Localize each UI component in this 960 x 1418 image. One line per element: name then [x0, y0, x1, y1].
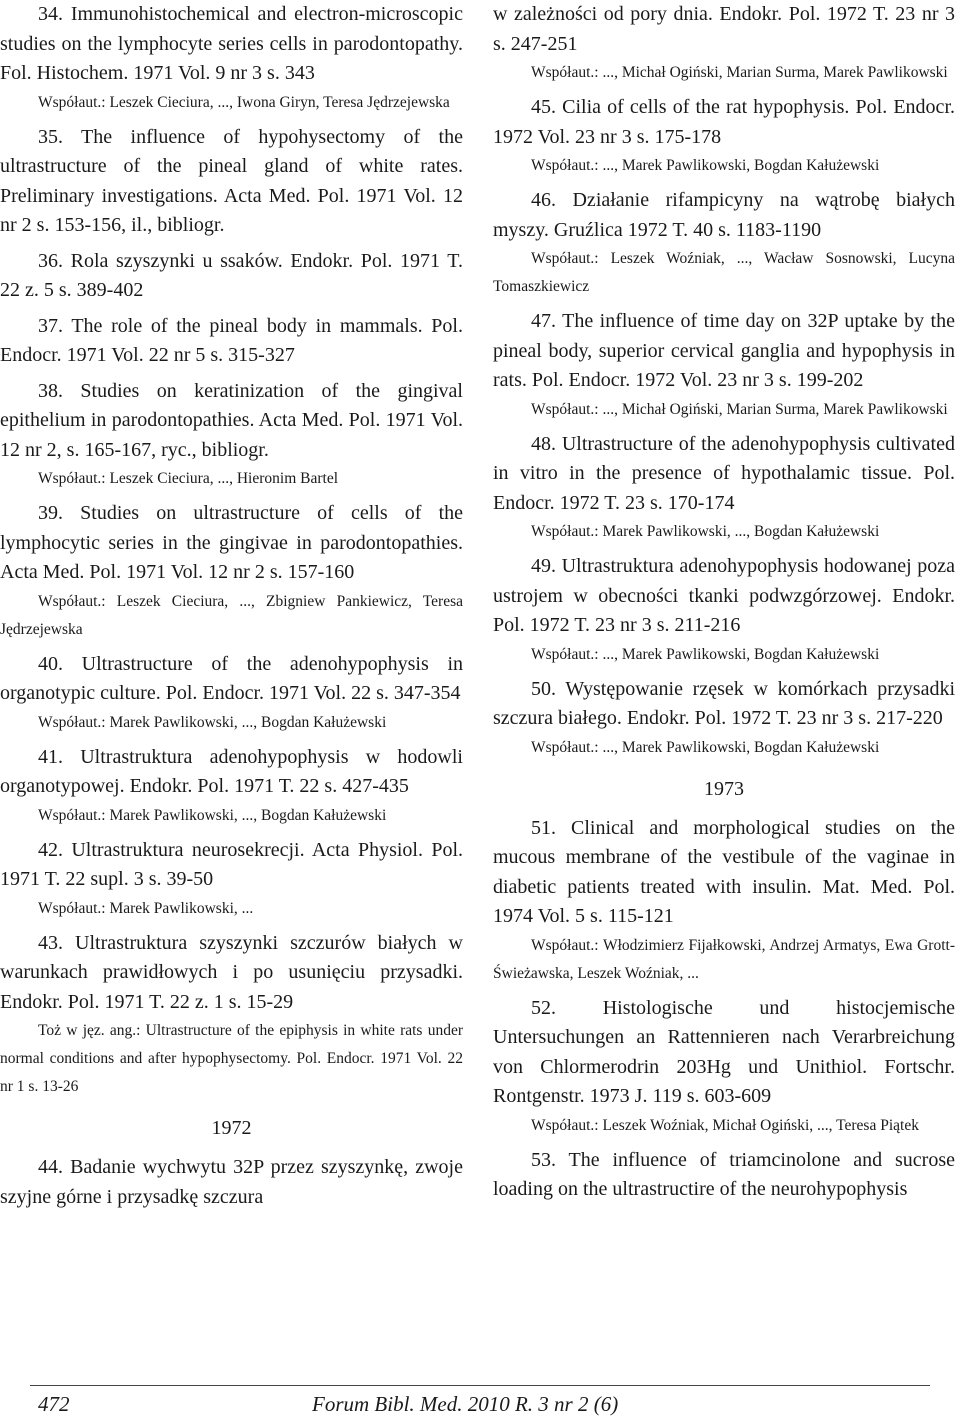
year-heading: 1972 [211, 1117, 252, 1139]
entry-coauthors: Współaut.: Leszek Woźniak, Michał Ogiński, ..., Teresa Piątek [531, 1116, 919, 1134]
entry-citation: 43. Ultrastruktura szyszynki szczurów białych w warunkach prawidłowych i po usunięciu przysadki. Endokr. Pol. 1971 T. 22 z. 1 s. 15-29 [0, 931, 463, 1013]
bibliography-entry [0, 929, 463, 1108]
bibliography-entry [493, 1146, 955, 1211]
page-number: 472 [38, 1392, 70, 1416]
entry-coauthors: Współaut.: Marek Pawlikowski, ... [38, 899, 254, 917]
bibliography-entry [0, 312, 463, 377]
footer-rule [30, 1385, 930, 1386]
bibliography-entry [0, 377, 463, 500]
entry-citation: 40. Ultrastructure of the adenohypophysis in organotypic culture. Pol. Endocr. 1971 Vol. 22 s. 347-354 [0, 652, 463, 704]
entry-coauthors: Współaut.: Leszek Woźniak, ..., Wacław Sosnowski, Lucyna Tomaszkiewicz [493, 250, 955, 295]
entry-citation: 35. The influence of hypohysectomy of the ultrastructure of the pineal gland of white rates. Preliminary investigations. Acta Med. Pol. 1971 Vol. 12 nr 2 s. 153-156, il., bibliogr. [0, 125, 463, 236]
bibliography-entry [0, 123, 463, 247]
bibliography-entry [493, 994, 955, 1146]
entry-citation: 39. Studies on ultrastructure of cells of the lymphocytic series in the gingivae in parodontopathies. Acta Med. Pol. 1971 Vol. 12 nr 2 s. 157-160 [0, 502, 463, 583]
journal-citation: Forum Bibl. Med. 2010 R. 3 nr 2 (6) [312, 1392, 619, 1416]
entry-coauthors: Współaut.: Leszek Cieciura, ..., Iwona Giryn, Teresa Jędrzejewska [38, 93, 450, 111]
entry-coauthors: Współaut.: ..., Marek Pawlikowski, Bogdan Kałużewski [531, 645, 880, 663]
bibliography-entry [493, 552, 955, 675]
bibliography-entry [0, 1153, 463, 1218]
entry-citation: 42. Ultrastruktura neurosekrecji. Acta Physiol. Pol. 1971 T. 22 supl. 3 s. 39-50 [0, 838, 463, 890]
entry-citation: 46. Działanie rifampicyny na wątrobę białych myszy. Gruźlica 1972 T. 40 s. 1183-1190 [493, 189, 955, 241]
bibliography-entry [493, 430, 955, 553]
entry-citation: w zależności od pory dnia. Endokr. Pol. 1972 T. 23 nr 3 s. 247-251 [493, 3, 955, 55]
bibliography-entry [0, 0, 463, 123]
entry-citation: 48. Ultrastructure of the adenohypophysis cultivated in vitro in the presence of hypothalamic tissue. Pol. Endocr. 1972 T. 23 s. 170-174 [493, 432, 955, 514]
entry-coauthors: Współaut.: ..., Marek Pawlikowski, Bogdan Kałużewski [531, 157, 880, 174]
left-column [0, 0, 463, 1218]
bibliography-entry [493, 814, 955, 994]
entry-coauthors: Współaut.: Marek Pawlikowski, ..., Bogdan Kałużewski [531, 523, 880, 540]
entry-coauthors: Współaut.: ..., Michał Ogiński, Marian Surma, Marek Pawlikowski [531, 64, 948, 81]
entry-coauthors: Współaut.: Leszek Cieciura, ..., Hieronim Bartel [38, 470, 339, 487]
entry-coauthors: Toż w jęz. ang.: Ultrastructure of the epiphysis in white rats under normal conditions and after hypophysectomy. Pol. Endocr. 1971 Vol. 22 nr 1 s. 13-26 [0, 1022, 463, 1095]
bibliography-entry [0, 247, 463, 312]
entry-citation: 45. Cilia of cells of the rat hypophysis. Pol. Endocr. 1972 Vol. 23 nr 3 s. 175-178 [493, 96, 955, 148]
bibliography-entry [0, 836, 463, 929]
entry-citation: 44. Badanie wychwytu 32P przez szyszynkę, zwoje szyjne górne i przysadkę szczura [0, 1156, 463, 1208]
entry-citation: 47. The influence of time day on 32P uptake by the pineal body, superior cervical ganglia and hypophysis in rats. Pol. Endocr. 1972 Vol. 23 nr 3 s. 199-202 [493, 310, 955, 391]
bibliography-entry [493, 186, 955, 307]
bibliography-entry [493, 675, 955, 768]
entry-citation: 52. Histologische und histocjemische Untersuchungen an Rattennieren nach Verarbreichung von Chlormerodrin 203Hg und Unithiol. Fortschr. Rontgenstr. 1973 J. 119 s. 603-609 [493, 996, 955, 1107]
bibliography-entry [0, 650, 463, 743]
entry-citation: 36. Rola szyszynki u ssaków. Endokr. Pol. 1971 T. 22 z. 5 s. 389-402 [0, 249, 463, 301]
entry-citation: 37. The role of the pineal body in mammals. Pol. Endocr. 1971 Vol. 22 nr 5 s. 315-327 [0, 314, 463, 366]
entry-citation: 50. Występowanie rzęsek w komórkach przysadki szczura białego. Endokr. Pol. 1972 T. 23 nr 3 s. 217-220 [493, 677, 955, 729]
bibliography-entry [0, 743, 463, 836]
entry-coauthors: Współaut.: ..., Marek Pawlikowski, Bogdan Kałużewski [531, 738, 880, 756]
entry-coauthors: Współaut.: Włodzimierz Fijałkowski, Andrzej Armatys, Ewa Grott-Świeżawska, Leszek Woźniak, ... [493, 936, 955, 982]
bibliography-entry [493, 0, 955, 93]
bibliography-entry [493, 93, 955, 186]
entry-coauthors: Współaut.: Marek Pawlikowski, ..., Bogdan Kałużewski [38, 806, 387, 824]
entry-citation: 34. Immunohistochemical and electron-microscopic studies on the lymphocyte series cells in parodontopathy. Fol. Histochem. 1971 Vol. 9 nr 3 s. 343 [0, 3, 463, 84]
bibliography-entry [0, 499, 463, 650]
entry-citation: 53. The influence of triamcinolone and sucrose loading on the ultrastructire of the neurohypophysis [493, 1148, 955, 1200]
entry-citation: 49. Ultrastruktura adenohypophysis hodowanej poza ustrojem w obecności tkanki podwzgórzowej. Endokr. Pol. 1972 T. 23 nr 3 s. 211-216 [493, 555, 955, 636]
entry-citation: 41. Ultrastruktura adenohypophysis w hodowli organotypowej. Endokr. Pol. 1971 T. 22 s. 427-435 [0, 745, 463, 797]
entry-coauthors: Współaut.: Marek Pawlikowski, ..., Bogdan Kałużewski [38, 713, 387, 731]
entry-citation: 38. Studies on keratinization of the gingival epithelium in parodontopathies. Acta Med. Pol. 1971 Vol. 12 nr 2, s. 165-167, ryc., bibliogr. [0, 379, 463, 461]
bibliography-entry [493, 307, 955, 430]
entry-coauthors: Współaut.: ..., Michał Ogiński, Marian Surma, Marek Pawlikowski [531, 400, 948, 418]
entry-citation: 51. Clinical and morphological studies on the mucous membrane of the vestibule of the vaginae in diabetic patients treated with insulin. Mat. Med. Pol. 1974 Vol. 5 s. 115-121 [493, 816, 955, 927]
year-heading: 1973 [704, 777, 744, 800]
right-column [493, 0, 955, 1211]
entry-coauthors: Współaut.: Leszek Cieciura, ..., Zbigniew Pankiewicz, Teresa Jędrzejewska [0, 592, 463, 638]
